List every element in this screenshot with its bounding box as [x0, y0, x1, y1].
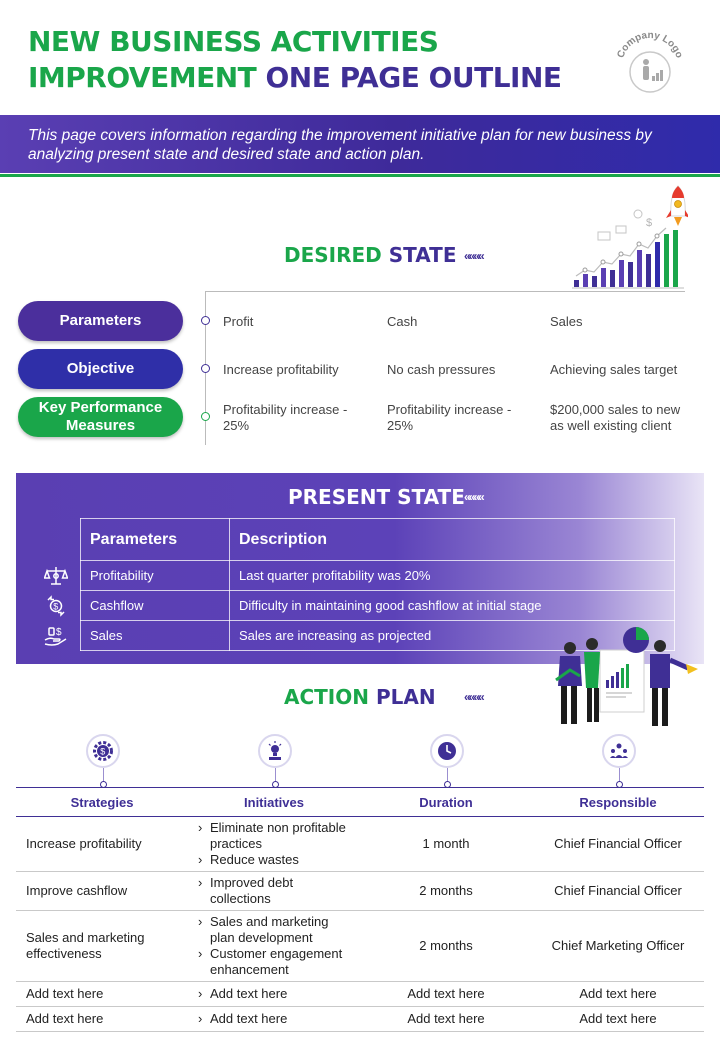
header-strategies: Strategies — [16, 788, 188, 817]
initiatives-cell — [188, 872, 360, 911]
table-row — [16, 872, 704, 911]
intro-text: This page covers information regarding the improvement initiative plan for new business by analyzing present state and desired state and action plan. — [28, 127, 652, 163]
action-plan-chevrons: «««« — [464, 690, 483, 704]
strategy-cell: Improve cashflow — [16, 872, 188, 911]
table-row — [16, 911, 704, 982]
strategy-cell: Sales and marketing effectiveness — [16, 911, 188, 982]
table-row — [16, 817, 704, 872]
company-logo — [612, 28, 688, 104]
clock-icon — [430, 734, 464, 768]
action-plan-table — [16, 787, 704, 1032]
ps-description: Sales are increasing as projected — [230, 621, 675, 651]
duration-cell: 2 months — [360, 911, 532, 982]
present-state-chevrons: «««« — [464, 490, 483, 504]
strategy-cell: Add text here — [16, 1007, 188, 1032]
pill-parameters: Parameters — [18, 301, 183, 341]
table-header-row — [16, 788, 704, 817]
initiatives-cell — [188, 911, 360, 982]
initiatives-cell — [188, 1007, 360, 1032]
growth-rocket-illustration — [568, 182, 688, 292]
table-row — [16, 982, 704, 1007]
title-green-part: IMPROVEMENT — [28, 61, 257, 94]
initiative-item: › Reduce wastes — [198, 852, 350, 868]
timeline-dot — [201, 364, 210, 373]
gear-dollar-icon — [86, 734, 120, 768]
action-plan-heading: ACTION PLAN — [284, 685, 436, 709]
initiative-item: › Improved debt collections — [198, 875, 350, 907]
responsible-cell: Chief Marketing Officer — [532, 911, 704, 982]
scale-icon — [44, 565, 68, 587]
ds-cell: $200,000 sales to new as well existing client — [550, 402, 681, 433]
initiative-item: › Customer engagement enhancement — [198, 946, 350, 978]
duration-cell: 2 months — [360, 872, 532, 911]
hand-money-icon — [44, 625, 68, 647]
page-title: NEW BUSINESS ACTIVITIES IMPROVEMENT ONE PAGE OUTLINE — [28, 25, 562, 94]
ds-cell: Increase profitability — [223, 362, 339, 377]
header-duration: Duration — [360, 788, 532, 817]
duration-cell: Add text here — [360, 1007, 532, 1032]
svg-text:$: $ — [646, 217, 653, 229]
team-meeting-illustration — [548, 622, 704, 730]
initiative-item: › Add text here — [198, 1011, 350, 1027]
table-row — [16, 1007, 704, 1032]
initiatives-cell — [188, 982, 360, 1007]
desired-state-chevrons: «««« — [464, 249, 483, 263]
desired-state-top-line — [205, 291, 685, 292]
svg-text:Company Logo — [615, 30, 684, 60]
ds-cell: Profitability increase - 25% — [387, 402, 512, 433]
logo-text: Company Logo — [615, 29, 685, 60]
initiative-item: › Eliminate non profitable practices — [198, 820, 350, 852]
header-initiatives: Initiatives — [188, 788, 360, 817]
initiative-item: › Add text here — [198, 986, 350, 1002]
svg-text:$: $ — [53, 601, 59, 612]
title-purple-part: ONE PAGE OUTLINE — [265, 61, 562, 94]
idea-bulb-icon — [258, 734, 292, 768]
ps-parameter: Profitability — [81, 561, 230, 591]
svg-text:$: $ — [100, 746, 106, 757]
banner-underline — [0, 174, 720, 177]
duration-cell: Add text here — [360, 982, 532, 1007]
timeline-dot — [201, 412, 210, 421]
responsible-cell: Add text here — [532, 1007, 704, 1032]
ps-parameter: Cashflow — [81, 591, 230, 621]
ps-header-parameters: Parameters — [81, 519, 230, 561]
initiatives-cell — [188, 817, 360, 872]
ds-cell: Sales — [550, 314, 583, 329]
dollar-exchange-icon — [44, 595, 68, 617]
desired-state-heading: DESIRED STATE — [284, 243, 457, 267]
team-icon — [602, 734, 636, 768]
present-state-heading: PRESENT STATE — [288, 485, 465, 509]
duration-cell: 1 month — [360, 817, 532, 872]
responsible-cell: Chief Financial Officer — [532, 872, 704, 911]
ps-parameter: Sales — [81, 621, 230, 651]
strategy-cell: Add text here — [16, 982, 188, 1007]
responsible-cell: Chief Financial Officer — [532, 817, 704, 872]
initiative-item: › Sales and marketing plan development — [198, 914, 350, 946]
ps-description: Last quarter profitability was 20% — [230, 561, 675, 591]
pill-kpm: Key Performance Measures — [18, 397, 183, 437]
svg-text:$: $ — [56, 627, 62, 638]
ds-cell: Cash — [387, 314, 418, 329]
responsible-cell: Add text here — [532, 982, 704, 1007]
pill-objective: Objective — [18, 349, 183, 389]
ds-cell: No cash pressures — [387, 362, 496, 377]
ds-cell: Achieving sales target — [550, 362, 678, 377]
ds-cell: Profitability increase - 25% — [223, 402, 348, 433]
ps-header-description: Description — [230, 519, 675, 561]
timeline-dot — [201, 316, 210, 325]
ds-cell: Profit — [223, 314, 254, 329]
ps-description: Difficulty in maintaining good cashflow at initial stage — [230, 591, 675, 621]
header-responsible: Responsible — [532, 788, 704, 817]
strategy-cell: Increase profitability — [16, 817, 188, 872]
